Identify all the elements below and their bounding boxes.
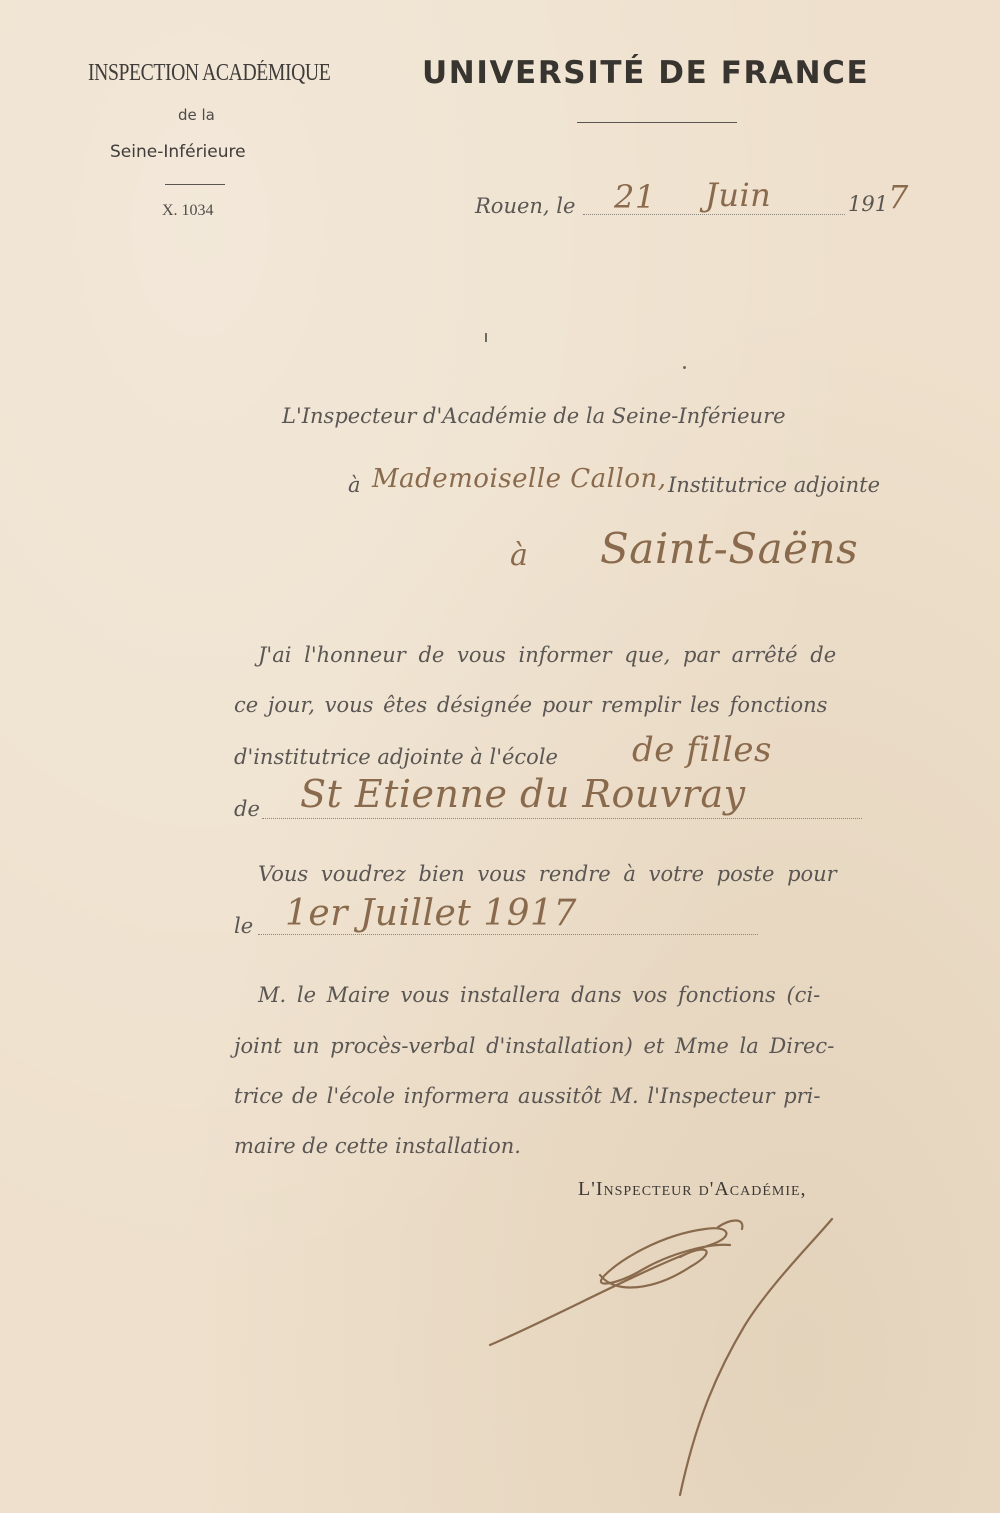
body-line-7: M. le Maire vous installera dans vos fonctions (ci- bbox=[258, 983, 821, 1007]
ink-mark bbox=[683, 366, 686, 369]
body-line-3: d'institutrice adjointe à l'école bbox=[234, 745, 558, 769]
signature-icon bbox=[480, 1205, 850, 1505]
recipient-prefix: à bbox=[348, 473, 361, 497]
body-line-9: trice de l'école informera aussitôt M. l'Inspecteur pri- bbox=[234, 1084, 821, 1108]
sender-line: L'Inspecteur d'Académie de la Seine-Inférieure bbox=[282, 404, 786, 428]
ink-mark bbox=[485, 333, 487, 342]
school-place: St Etienne du Rouvray bbox=[300, 772, 746, 816]
body-line-5: Vous voudrez bien vous rendre à votre poste pour bbox=[258, 862, 837, 886]
school-place-prefix: de bbox=[234, 797, 260, 821]
body-line-1: J'ai l'honneur de vous informer que, par arrêté de bbox=[258, 643, 837, 667]
recipient-name: Mademoiselle Callon, bbox=[372, 464, 667, 494]
start-date: 1er Juillet 1917 bbox=[285, 893, 577, 934]
date-place: Rouen, le bbox=[475, 194, 576, 218]
office-name: INSPECTION ACADÉMIQUE bbox=[88, 60, 331, 86]
recipient-location: Saint-Saëns bbox=[600, 524, 859, 573]
body-line-10: maire de cette installation. bbox=[234, 1134, 521, 1158]
school-type: de filles bbox=[632, 730, 772, 770]
office-region: Seine-Inférieure bbox=[110, 142, 246, 162]
signature-title: L'Inspecteur d'Académie, bbox=[578, 1178, 807, 1200]
date-day: 21 bbox=[614, 178, 656, 216]
body-line-8: joint un procès-verbal d'installation) et Mme la Direc- bbox=[234, 1034, 835, 1058]
start-date-prefix: le bbox=[234, 914, 254, 938]
recipient-role: Institutrice adjointe bbox=[668, 473, 880, 497]
location-prefix: à bbox=[510, 538, 529, 573]
start-date-dotted-line bbox=[258, 934, 758, 935]
header-divider-left bbox=[165, 184, 225, 185]
office-connector: de la bbox=[178, 106, 215, 124]
date-year-handwritten: 7 bbox=[888, 178, 909, 216]
header-divider-right bbox=[577, 122, 737, 123]
body-line-2: ce jour, vous êtes désignée pour remplir les fonctions bbox=[234, 693, 828, 717]
university-title: UNIVERSITÉ DE FRANCE bbox=[422, 55, 870, 91]
school-place-dotted-line bbox=[262, 818, 862, 819]
date-month: Juin bbox=[705, 176, 772, 214]
date-year-printed: 191 bbox=[848, 192, 889, 216]
reference-number: X. 1034 bbox=[162, 202, 214, 219]
